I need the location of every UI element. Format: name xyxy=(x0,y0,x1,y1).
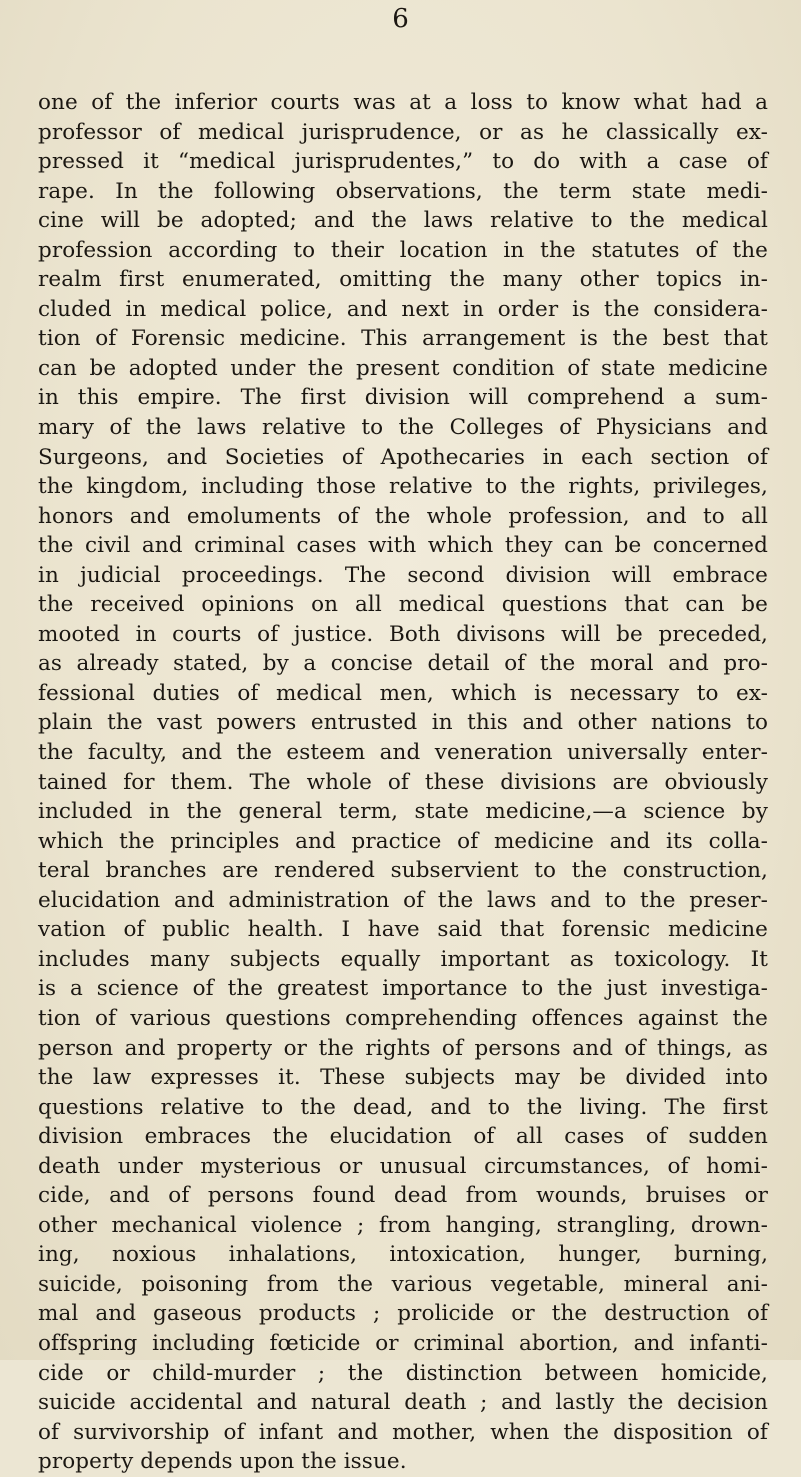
text-line: suicide, poisoning from the various vegetable, mineral ani- xyxy=(38,1271,768,1297)
text-line: property depends upon the issue. xyxy=(38,1449,407,1475)
text-line: honors and emoluments of the whole profession, and to all xyxy=(38,503,768,529)
text-line: division embraces the elucidation of all cases of sudden xyxy=(38,1124,768,1150)
text-line: suicide accidental and natural death ; and lastly the decision xyxy=(38,1390,768,1416)
text-line: cide, and of persons found dead from wounds, bruises or xyxy=(38,1183,768,1209)
text-line: in this empire. The first division will comprehend a sum- xyxy=(38,385,768,411)
text-line: tained for them. The whole of these divisions are obviously xyxy=(38,769,768,795)
text-line: Surgeons, and Societies of Apothecaries in each section of xyxy=(38,444,768,470)
body-text xyxy=(38,88,768,1477)
text-line: realm first enumerated, omitting the many other topics in- xyxy=(38,267,768,293)
text-line: can be adopted under the present condition of state medicine xyxy=(38,355,768,381)
text-line: the kingdom, including those relative to the rights, privileges, xyxy=(38,474,768,500)
text-line: includes many subjects equally important as toxicology. It xyxy=(38,946,768,972)
text-line: other mechanical violence ; from hanging, strangling, drown- xyxy=(38,1212,768,1238)
text-line: person and property or the rights of persons and of things, as xyxy=(38,1035,768,1061)
text-line: fessional duties of medical men, which is necessary to ex- xyxy=(38,680,768,706)
text-line: offspring including fœticide or criminal abortion, and infanti- xyxy=(38,1330,768,1356)
text-line: in judicial proceedings. The second division will embrace xyxy=(38,562,768,588)
text-line: vation of public health. I have said that forensic medicine xyxy=(38,917,768,943)
text-line: questions relative to the dead, and to the living. The first xyxy=(38,1094,768,1120)
text-line: the civil and criminal cases with which they can be concerned xyxy=(38,533,768,559)
text-line: pressed it “medical jurisprudentes,” to do with a case of xyxy=(38,149,768,175)
text-line: included in the general term, state medicine,—a science by xyxy=(38,799,768,825)
text-line: cluded in medical police, and next in order is the considera- xyxy=(38,296,768,322)
text-line: cide or child-murder ; the distinction between homicide, xyxy=(38,1360,768,1386)
text-line: cine will be adopted; and the laws relative to the medical xyxy=(38,208,768,234)
text-line: one of the inferior courts was at a loss to know what had a xyxy=(38,90,768,115)
text-line: elucidation and administration of the laws and to the preser- xyxy=(38,887,768,913)
text-line: is a science of the greatest importance to the just investiga- xyxy=(38,976,768,1002)
text-line: death under mysterious or unusual circumstances, of homi- xyxy=(38,1153,768,1179)
text-line: which the principles and practice of medicine and its colla- xyxy=(38,828,768,854)
text-line: of survivorship of infant and mother, when the disposition of xyxy=(38,1419,768,1445)
text-line: tion of various questions comprehending offences against the xyxy=(38,1005,768,1031)
text-line: profession according to their location in the statutes of the xyxy=(38,237,768,263)
text-line: mooted in courts of justice. Both divisons will be preceded, xyxy=(38,621,768,647)
text-line: rape. In the following observations, the term state medi- xyxy=(38,178,768,204)
text-line: tion of Forensic medicine. This arrangement is the best that xyxy=(38,326,768,352)
text-line: mal and gaseous products ; prolicide or the destruction of xyxy=(38,1301,768,1327)
page-number: 6 xyxy=(392,4,409,34)
text-line: mary of the laws relative to the Colleges of Physicians and xyxy=(38,415,768,441)
text-line: teral branches are rendered subservient to the construction, xyxy=(38,858,768,884)
text-line: as already stated, by a concise detail of the moral and pro- xyxy=(38,651,768,677)
text-line: professor of medical jurisprudence, or as he classically ex- xyxy=(38,119,768,145)
text-line: the faculty, and the esteem and veneration universally enter- xyxy=(38,740,768,766)
text-line: the law expresses it. These subjects may be divided into xyxy=(38,1065,768,1091)
text-line: the received opinions on all medical questions that can be xyxy=(38,592,768,618)
text-line: plain the vast powers entrusted in this and other nations to xyxy=(38,710,768,736)
text-line: ing, noxious inhalations, intoxication, hunger, burning, xyxy=(38,1242,768,1268)
